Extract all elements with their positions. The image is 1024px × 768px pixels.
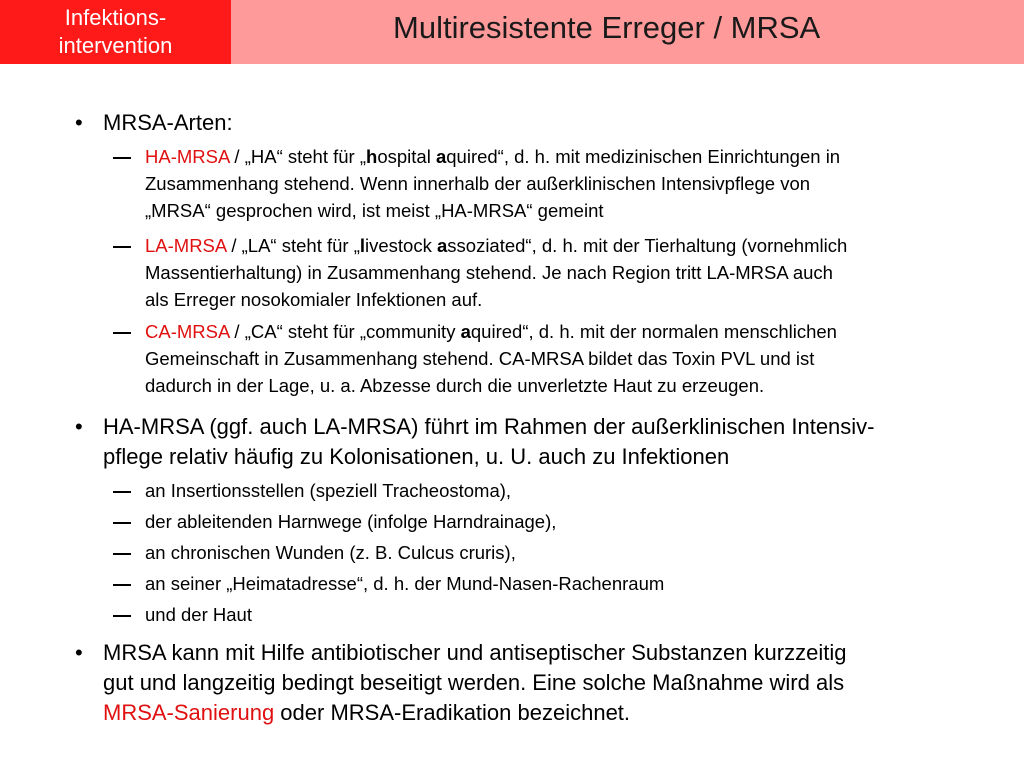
ha-mrsa-term: HA-MRSA xyxy=(145,146,230,167)
bullet-marker: • xyxy=(75,640,83,665)
section-label-line2: intervention xyxy=(58,33,173,58)
sub-item: an seiner „Heimatadresse“, d. h. der Mund-Nasen-Rachenraum xyxy=(145,573,665,594)
sub-ha-mrsa-line3: „MRSA“ gesprochen wird, ist meist „HA-MRSA“ gemeint xyxy=(145,200,604,221)
la-mrsa-term: LA-MRSA xyxy=(145,235,227,256)
sub-item: an Insertionsstellen (speziell Tracheostoma), xyxy=(145,480,512,501)
dash-marker xyxy=(113,491,131,493)
dash-marker xyxy=(113,522,131,524)
dash-marker xyxy=(113,246,131,248)
bullet-3-line2: gut und langzeitig bedingt beseitigt werden. Eine solche Maßnahme wird als xyxy=(103,670,845,695)
sub-ca-mrsa-line2: Gemeinschaft in Zusammenhang stehend. CA-MRSA bildet das Toxin PVL und ist xyxy=(145,348,815,369)
dash-marker xyxy=(113,553,131,555)
bullet-marker: • xyxy=(75,110,83,135)
ca-mrsa-term: CA-MRSA xyxy=(145,321,230,342)
sub-ha-mrsa-line2: Zusammenhang stehend. Wenn innerhalb der außerklinischen Intensivpflege von xyxy=(145,173,811,194)
bullet-mrsa-sanierung xyxy=(103,638,1003,728)
bullet-ha-mrsa-kolonisation xyxy=(103,412,1003,472)
bullet-mrsa-arten: MRSA-Arten: xyxy=(103,110,233,135)
bullet-3-line3: MRSA-Sanierung oder MRSA-Eradikation bezeichnet. xyxy=(103,700,631,725)
sub-ca-mrsa xyxy=(145,318,1005,399)
sub-item: der ableitenden Harnwege (infolge Harndrainage), xyxy=(145,511,557,532)
sub-item: und der Haut xyxy=(145,604,252,625)
bullet-2-line1: HA-MRSA (ggf. auch LA-MRSA) führt im Rahmen der außerklinischen Intensiv- xyxy=(103,414,875,439)
sub-ca-mrsa-line1: CA-MRSA / „CA“ steht für „community aquired“, d. h. mit der normalen menschlichen xyxy=(145,321,837,342)
bullet-3-line1: MRSA kann mit Hilfe antibiotischer und antiseptischer Substanzen kurzzeitig xyxy=(103,640,847,665)
bullet-2-line2: pflege relativ häufig zu Kolonisationen, u. U. auch zu Infektionen xyxy=(103,444,730,469)
dash-marker xyxy=(113,332,131,334)
sub-la-mrsa-line2: Massentierhaltung) in Zusammenhang stehend. Je nach Region tritt LA-MRSA auch xyxy=(145,262,833,283)
sub-ha-mrsa-line1: HA-MRSA / „HA“ steht für „hospital aquired“, d. h. mit medizinischen Einrichtungen in xyxy=(145,146,841,167)
sub-ca-mrsa-line3: dadurch in der Lage, u. a. Abzesse durch die unverletzte Haut zu erzeugen. xyxy=(145,375,765,396)
sub-la-mrsa-line1: LA-MRSA / „LA“ steht für „livestock assoziated“, d. h. mit der Tierhaltung (vornehmlich xyxy=(145,235,848,256)
sub-item: an chronischen Wunden (z. B. Culcus cruris), xyxy=(145,542,516,563)
page-title: Multiresistente Erreger / MRSA xyxy=(393,10,821,45)
bullet-marker: • xyxy=(75,414,83,439)
section-label-line1: Infektions- xyxy=(64,5,167,30)
sub-la-mrsa-line3: als Erreger nosokomialer Infektionen auf. xyxy=(145,289,483,310)
dash-marker xyxy=(113,615,131,617)
sub-ha-mrsa xyxy=(145,143,1005,224)
sub-la-mrsa xyxy=(145,232,1005,313)
dash-marker xyxy=(113,584,131,586)
dash-marker xyxy=(113,157,131,159)
mrsa-sanierung-term: MRSA-Sanierung xyxy=(103,700,275,725)
